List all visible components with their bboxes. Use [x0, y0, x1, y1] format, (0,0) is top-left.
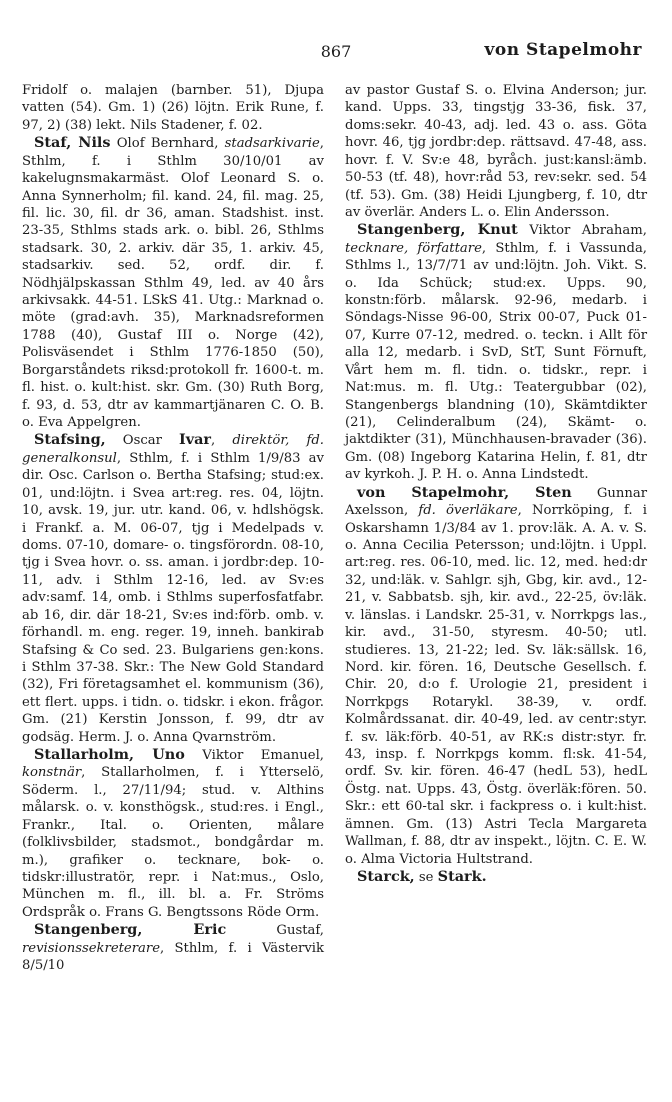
- entry-text: av pastor Gustaf S. o. Elvina Anderson; jur. kand. Upps. 33, tingstjg 33-36, fisk. 37, doms:sekr. 40-43, adj. led. 43 o. ass. Göta hovr. 46, tjg jordbr:dep. rättsavd. 47-48, ass. hovr. f. V. Sv:e 48, byråch. just:kansl:ämb. 50-53 (tf. 48), hovr:råd 53, rev:sekr. sed. 54 (tf. 53). Gm. (38) Heidi Ljungberg, f. 10, dtr av överlär. Anders L. o. Elin Andersson.: [345, 83, 647, 220]
- entry-text: , Sthlm, f. i Västervik 8/5/10: [22, 940, 324, 974]
- entry-stangenberg-eric: [22, 921, 324, 974]
- entry-text: , Sthlm, f. i Sthlm 1/9/83 av dir. Osc. Carlson o. Bertha Stafsing; stud:ex. 01, und:löjtn. i Svea art:reg. res. 04, löjtn. 10, avsk. 19, jur. utr. kand. 06, v. hdlshögsk. i Frankf. a. M. 06-07, tjg i Medelpads v. doms. 07-10, domare- o. tingsförordn. 08-10, tjg i Svea hovr. o. ss. aman. i jordbr:dep. 10-11, adv. i Sthlm 12-16, led. av Sv:es adv:samf. 14, omb. i Sthlms superfosfatfabr. ab 16, dir. där 18-21, Sv:es ind:förb. omb. v. förhandl. m. eng. reger. 19, inneh. bankirab Stafsing & Co sed. 23. Bulgariens gen:kons. i Sthlm 37-38. Skr.: The New Gold Standard (32), Fri företagsamhet el. kommunism (36), ett flert. upps. i tidn. o. tidskr. i ekon. frågor. Gm. (21) Kerstin Jonsson, f. 99, dtr av godsäg. Herm. J. o. Anna Qvarnström.: [22, 450, 324, 745]
- headword: Stark.: [437, 867, 487, 885]
- headword: Stangenberg, Eric: [34, 921, 227, 939]
- entry-text: , Sthlm, f. i Vassunda, Sthlms l., 13/7/71 av und:löjtn. Joh. Vikt. S. o. Ida Schück; stud:ex. Upps. 90, konstn:förb. målarsk. 92-96, medarb. i Söndags-Nisse 96-00, Strix 00-07, Puck 01-07, Kurre 07-12, medred. o. teckn. i Allt för alla 12, medarb. i SvD, StT, Sunt Förnuft, Vårt hem m. fl. tidn. o. tidskr., repr. i Nat:mus. m. fl. Utg.: Teatergubbar (02), Stangenbergs blandning (10), Skämtdikter (21), Celinderalbum (24), Skämt- o. jaktdikter (31), Münchhausen-bravader (36). Gm. (08) Ingeborg Katarina Helin, f. 81, dtr av kyrkoh. J. P. H. o. Anna Lindstedt.: [345, 240, 648, 483]
- entry-text: Gunnar Axelsson,: [345, 485, 648, 519]
- headword: von Stapelmohr, Sten: [357, 483, 572, 501]
- entry-text: , Norrköping, f. i Oskarshamn 1/3/84 av 1. prov:läk. A. A. v. S. o. Anna Cecilia Petersson; und:löjtn. i Uppl. art:reg. res. 06-10, med. lic. 12, med. hed:dr 32, und:läk. v. Sahlgr. sjh, Gbg, kir. avd., 12-21, v. Sabbatsb. sjh, kir. avd., 22-25, öv:läk. v. länslas. i Landskr. 25-31, v. Norrkpgs las., kir. avd., 31-50, styresm. 40-50; utl. studieres. 13, 21-22; led. Sv. läk:sällsk. 16, Nord. kir. fören. 16, Deutsche Gesellsch. f. Chir. 20, d:o f. Urologie 21, president i Norrkpgs Rotarykl. 38-39, v. ordf. Kolmårdssanat. dir. 40-49, led. av centr:styr. f. sv. läk:förb. 40-51, av RK:s distr:styr. fr. 43, insp. f. Norrkpgs komm. fl:sk. 41-54, ordf. Sv. kir. fören. 46-47 (hedL 53), hedL Östg. nat. Upps. 43, Östg. överläk:fören. 50. Skr.: ett 60-tal skr. i fackpress o. i kult:hist. ämnen. Gm. (13) Astri Tecla Margareta Wallman, f. 88, dtr av inspekt., löjtn. C. E. W. o. Alma Victoria Hultstrand.: [345, 503, 647, 867]
- entry-stallarholm: [22, 746, 324, 921]
- occupation: direktör, fd. generalkonsul: [22, 433, 324, 466]
- headword: Staf, Nils: [34, 134, 111, 152]
- entry-text: Fridolf o. malajen (barnber. 51), Djupa vatten (54). Gm. 1) (26) löjtn. Erik Rune, f. 97, 2) (38) lekt. Nils Stadener, f. 02.: [22, 83, 324, 133]
- occupation: konstnär: [22, 765, 82, 781]
- entry-starck: [345, 868, 647, 886]
- entry-text: Gustaf,: [226, 923, 324, 939]
- entry-text: se: [414, 869, 438, 885]
- entry-text: , Stallarholmen, f. i Ytterselö, Söderm. l., 27/11/94; stud. v. Althins målarsk. o. v. konsthögsk., stud:res. i Engl., Frankr., Ital. o. Orienten, målare (folklivsbilder, stadsmot., bondgårdar m. m.), grafiker o. tecknare, bok- o. tidskr:illustratör, repr. i Nat:mus., Oslo, München m. fl., ill. bl. a. Fr. Ströms Ordspråk o. Frans G. Bengtssons Röde Orm.: [22, 765, 324, 920]
- headword: Stafsing,: [34, 431, 106, 449]
- occupation: tecknare, författare: [345, 240, 482, 256]
- entry-text: ,: [211, 433, 233, 449]
- entry-text: Viktor Abraham,: [517, 223, 647, 239]
- page-header: [22, 38, 650, 66]
- occupation: fd. överläkare: [418, 503, 518, 519]
- entry-von-stapelmohr: [345, 484, 647, 868]
- page-number: 867: [320, 42, 352, 61]
- headword: Stallarholm, Uno: [34, 746, 185, 764]
- headword: Stangenberg, Knut: [357, 221, 518, 239]
- entry-text: , Sthlm, f. i Sthlm 30/10/01 av kakelugnsmakarmäst. Olof Leonard S. o. Anna Synnerholm; fil. kand. 24, fil. mag. 25, fil. lic. 30, fil. dr 36, aman. Stadshist. inst. 23-35, Sthlms stads ark. o. bibl. 26, Sthlms stadsark. 30, 2. arkiv. där 35, 1. arkiv. 45, stadsarkiv. sed. 52, ordf. dir. f. Nödhjälpskassan Sthlm 49, led. av 40 års arkivsakk. 44-51. LSkS 41. Utg.: Marknad o. möte (grad:avh. 35), Marknadsreformen 1788 (40), Gustaf III o. Norge (42), Polisväsendet i Sthlm 1776-1850 (50), Borgarståndets riksd:protokoll fr. 1600-t. m. fl. hist. o. kult:hist. skr. Gm. (30) Ruth Borg, f. 93, d. 53, dtr av kammartjänaren C. O. B. o. Eva Appelgren.: [22, 136, 324, 431]
- entry-staf-nils: [22, 134, 324, 431]
- entry-text: Oscar: [105, 433, 180, 449]
- headword: Ivar: [179, 431, 212, 449]
- occupation: revisionssekreterare: [22, 940, 161, 956]
- entry-stangenberg-eric-cont: [345, 82, 647, 221]
- entry-stangenberg-knut: [345, 221, 647, 483]
- right-column: [345, 82, 647, 886]
- entry-text: Olof Bernhard,: [110, 136, 225, 152]
- entry-fridolf: [22, 82, 324, 134]
- occupation: stadsarkivarie: [224, 136, 320, 152]
- left-column: [22, 82, 324, 975]
- entry-text: Viktor Emanuel,: [184, 748, 325, 764]
- running-head: von Stapelmohr: [484, 40, 642, 60]
- entry-stafsing: [22, 431, 324, 746]
- headword: Starck,: [357, 867, 415, 885]
